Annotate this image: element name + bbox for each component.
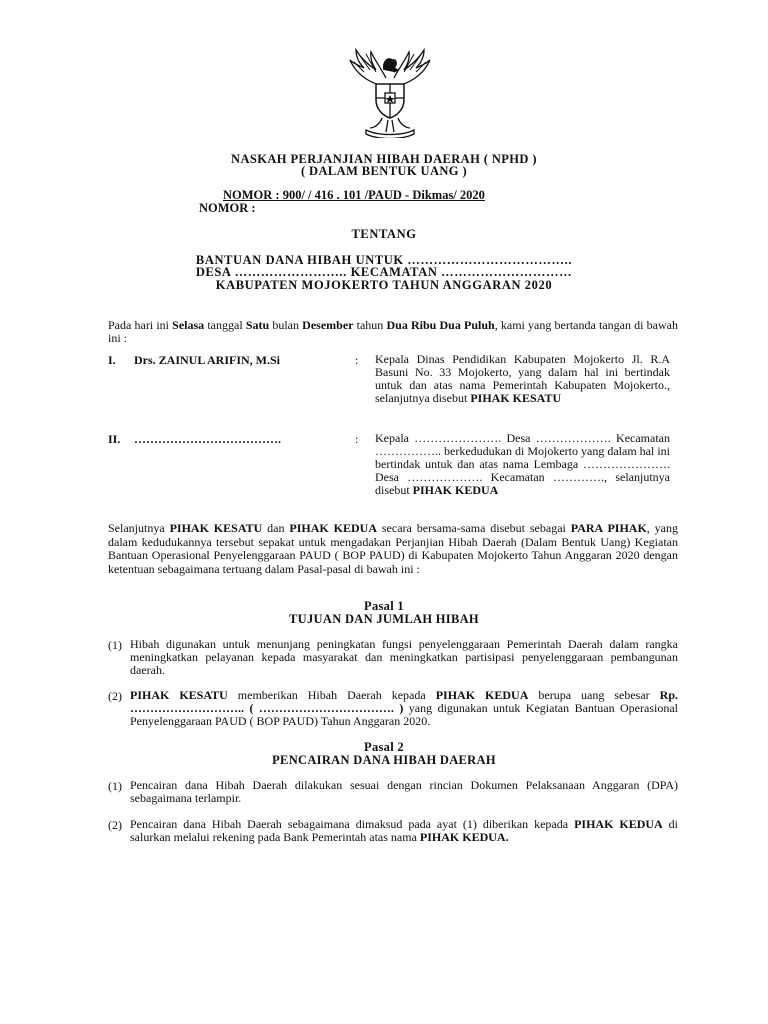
subject-line-1: BANTUAN DANA HIBAH UNTUK ……………………………….. <box>195 253 573 267</box>
tentang-heading: TENTANG <box>351 227 417 241</box>
pasal-1-ayat-2-number: (2) <box>108 689 122 703</box>
party-1-number: I. <box>108 353 116 367</box>
party-2-description: Kepala …………………. Desa ………………. Kecamatan …………….. berkedudukan di Mojokerto yang dalam hal ini bertindak untuk dan atas nama Lembaga …………………. Desa ………………. Kecamatan …………., selanjutnya disebut PIHAK KEDUA <box>375 431 670 497</box>
document-number-1-text: NOMOR : 900/ / 416 . 101 /PAUD - Dikmas/ 2020 <box>223 188 485 202</box>
pasal-2-ayat-2: Pencairan dana Hibah Daerah sebagaimana dimaksud pada ayat (1) diberikan kepada PIHAK KEDUA di salurkan melalui rekening pada Bank Pemerintah atas nama PIHAK KEDUA. <box>130 817 678 844</box>
pasal-1-title: TUJUAN DAN JUMLAH HIBAH <box>289 612 479 626</box>
pasal-1-ayat-1: Hibah digunakan untuk menunjang peningkatan fungsi penyelenggaraan Pemerintah Daerah dalam rangka meningkatkan pelayanan kepada masyarakat dan meningkatkan partisipasi penyelenggaraan pembangunan daerah. <box>130 637 678 677</box>
intro-paragraph: Pada hari ini Selasa tanggal Satu bulan Desember tahun Dua Ribu Dua Puluh, kami yang bertanda tangan di bawah ini : <box>108 318 678 345</box>
party-2-name: ………………………………. <box>134 432 281 446</box>
party-2-colon: : <box>355 432 359 446</box>
garuda-emblem-icon <box>344 48 436 138</box>
pasal-2-ayat-1: Pencairan dana Hibah Daerah dilakukan sesuai dengan rincian Dokumen Pelaksanaan Anggaran (DPA) sebagaimana terlampir. <box>130 778 678 805</box>
party-2-number: II. <box>108 432 121 446</box>
pasal-1-ayat-1-number: (1) <box>108 638 122 652</box>
party-1-description: Kepala Dinas Pendidikan Kabupaten Mojokerto Jl. R.A Basuni No. 33 Mojokerto, yang dalam hal ini bertindak untuk dan atas nama Pemerintah Kabupaten Mojokerto., selanjutnya disebut PIHAK KESATU <box>375 352 670 405</box>
pasal-2-number: Pasal 2 <box>364 740 404 754</box>
parties-agreement-paragraph: Selanjutnya PIHAK KESATU dan PIHAK KEDUA secara bersama-sama disebut sebagai PARA PIHAK, yang dalam kedudukannya tersebut sepakat untuk mengadakan Perjanjian Hibah Daerah (Dalam Bentuk Uang) Kegiatan Bantuan Operasional Penyelenggaraan PAUD ( BOP PAUD) di Kabupaten Mojokerto Tahun Anggaran 2020 dengan ketentuan sebagaimana tertuang dalam Pasal-pasal di bawah ini : <box>108 521 679 576</box>
document-number-1 <box>223 188 485 203</box>
pasal-1-ayat-2: PIHAK KESATU memberikan Hibah Daerah kepada PIHAK KEDUA berupa uang sebesar Rp. ……………………….. ( ……………………………. ) yang digunakan untuk Kegiatan Bantuan Operasional Penyelenggaraan PAUD ( BOP PAUD) Tahun Anggaran 2020. <box>130 688 679 728</box>
document-number-2: NOMOR : <box>199 201 256 215</box>
party-1-name: Drs. ZAINUL ARIFIN, M.Si <box>134 353 281 367</box>
subject-line-3: KABUPATEN MOJOKERTO TAHUN ANGGARAN 2020 <box>215 278 553 292</box>
subject-line-2: DESA …………………….. KECAMATAN ………………………… <box>195 265 573 279</box>
document-title: NASKAH PERJANJIAN HIBAH DAERAH ( NPHD ) <box>231 152 537 166</box>
pasal-1-number: Pasal 1 <box>364 599 404 613</box>
document-subtitle: ( DALAM BENTUK UANG ) <box>300 164 468 178</box>
pasal-2-ayat-1-number: (1) <box>108 779 122 793</box>
party-1-colon: : <box>355 353 359 367</box>
pasal-2-ayat-2-number: (2) <box>108 818 122 832</box>
pasal-2-title: PENCAIRAN DANA HIBAH DAERAH <box>272 753 496 767</box>
